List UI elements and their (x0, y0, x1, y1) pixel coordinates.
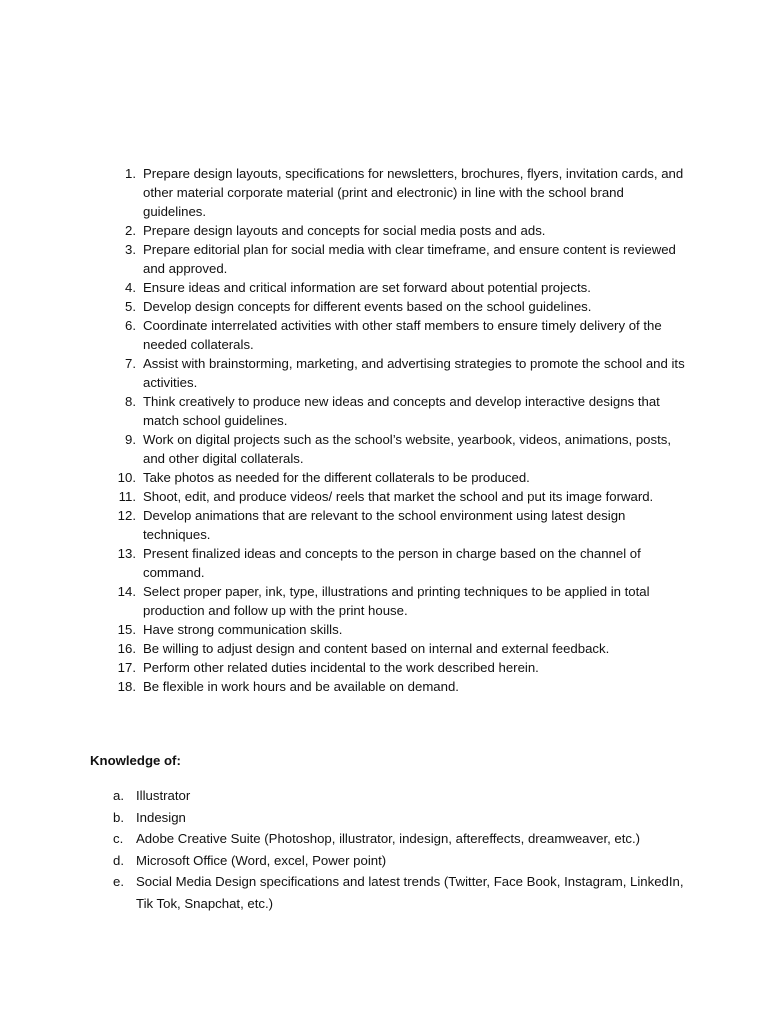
list-item-letter: b. (113, 809, 124, 825)
knowledge-list (106, 785, 686, 915)
list-item (106, 639, 686, 658)
list-item-text: Think creatively to produce new ideas and concepts and develop interactive designs that match school guidelines. (143, 394, 660, 428)
list-item (106, 354, 686, 392)
list-item (106, 221, 686, 240)
list-item-number: 14. (117, 584, 136, 599)
list-item-number: 10. (117, 470, 136, 485)
list-item-number: 9. (125, 432, 136, 447)
list-item-number: 6. (125, 318, 136, 333)
duties-list (106, 164, 686, 696)
list-item (106, 544, 686, 582)
list-item (106, 164, 686, 221)
list-item-text: Prepare design layouts and concepts for social media posts and ads. (143, 223, 546, 238)
list-item-number: 5. (125, 299, 136, 314)
list-item-text: Present finalized ideas and concepts to the person in charge based on the channel of command. (143, 546, 641, 580)
list-item-letter: a. (113, 788, 124, 803)
list-item-number: 2. (125, 223, 136, 238)
list-item-number: 1. (125, 166, 136, 181)
list-item-number: 11. (118, 489, 136, 504)
list-item-letter: c. (113, 831, 124, 847)
list-item (106, 620, 686, 639)
list-item (106, 316, 686, 354)
list-item (106, 240, 686, 278)
list-item (106, 828, 686, 850)
list-item-number: 12. (117, 508, 136, 523)
list-item-text: Prepare design layouts, specifications for newsletters, brochures, flyers, invitation cards, and other material corporate material (print and electronic) in line with the school brand guidelines. (143, 166, 684, 219)
list-item-number: 7. (125, 356, 136, 371)
list-item (106, 785, 686, 807)
list-item-text: Be willing to adjust design and content based on internal and external feedback. (143, 641, 610, 656)
list-item-text: Prepare editorial plan for social media with clear timeframe, and ensure content is reviewed and approved. (143, 242, 676, 276)
list-item (106, 807, 686, 829)
knowledge-heading: Knowledge of: (90, 753, 181, 768)
list-item-number: 8. (125, 394, 136, 409)
list-item-number: 16. (117, 641, 136, 656)
list-item (106, 850, 686, 872)
list-item-text: Microsoft Office (Word, excel, Power point) (136, 852, 387, 868)
list-item-text: Be flexible in work hours and be available on demand. (143, 679, 459, 694)
list-item-number: 3. (125, 242, 136, 257)
list-item-text: Develop animations that are relevant to the school environment using latest design techniques. (143, 508, 626, 542)
list-item-text: Take photos as needed for the different collaterals to be produced. (143, 470, 530, 485)
list-item-text: Develop design concepts for different events based on the school guidelines. (143, 299, 592, 314)
list-item-text: Work on digital projects such as the school’s website, yearbook, videos, animations, posts, and other digital collaterals. (143, 432, 672, 466)
list-item (106, 297, 686, 316)
list-item-text: Adobe Creative Suite (Photoshop, illustrator, indesign, aftereffects, dreamweaver, etc.) (136, 831, 641, 847)
list-item-text: Have strong communication skills. (143, 622, 343, 637)
list-item (106, 658, 686, 677)
list-item-number: 13. (117, 546, 136, 561)
list-item-letter: d. (113, 852, 124, 868)
list-item-number: 4. (125, 280, 136, 295)
list-item (106, 487, 686, 506)
list-item-text: Assist with brainstorming, marketing, and advertising strategies to promote the school and its activities. (143, 356, 685, 390)
list-item (106, 677, 686, 696)
list-item (106, 278, 686, 297)
list-item (106, 430, 686, 468)
list-item-number: 17. (117, 660, 136, 675)
list-item-text: Illustrator (136, 788, 191, 803)
list-item (106, 871, 686, 914)
list-item-text: Perform other related duties incidental to the work described herein. (143, 660, 539, 675)
list-item-number: 18. (117, 679, 136, 694)
list-item-text: Select proper paper, ink, type, illustrations and printing techniques to be applied in total production and follow up with the print house. (143, 584, 650, 618)
list-item-number: 15. (117, 622, 136, 637)
list-item (106, 468, 686, 487)
list-item-text: Coordinate interrelated activities with other staff members to ensure timely delivery of the needed collaterals. (143, 318, 662, 352)
list-item-letter: e. (113, 874, 124, 890)
list-item-text: Indesign (136, 809, 186, 825)
list-item-text: Social Media Design specifications and latest trends (Twitter, Face Book, Instagram, LinkedIn, Tik Tok, Snapchat, etc.) (136, 874, 684, 911)
list-item-text: Ensure ideas and critical information are set forward about potential projects. (143, 280, 591, 295)
list-item (106, 392, 686, 430)
list-item-text: Shoot, edit, and produce videos/ reels that market the school and put its image forward. (143, 489, 654, 504)
list-item (106, 582, 686, 620)
list-item (106, 506, 686, 544)
